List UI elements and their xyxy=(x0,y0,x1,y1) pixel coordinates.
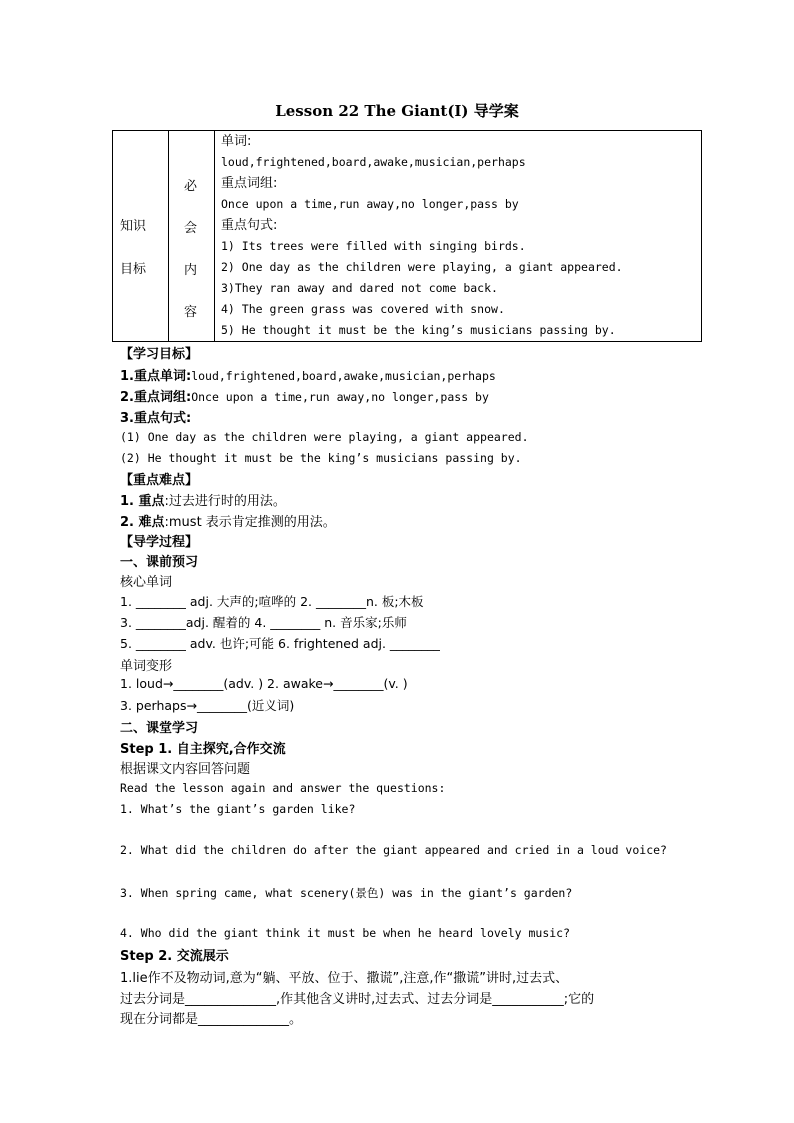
question-3: 3. When spring came, what scenery(景色) was in the giant’s garden? xyxy=(120,886,573,900)
category-label-1: 知识 xyxy=(120,219,147,234)
difficulty-hard xyxy=(120,511,336,530)
goals-phrases-label: 2.重点词组: xyxy=(120,390,192,405)
paragraph-line-2: 过去分词是______________,作其他含义讲时,过去式、过去分词是___________;它的 xyxy=(120,992,595,1007)
content-line: Once upon a time,run away,no longer,pass by xyxy=(221,197,519,211)
knowledge-goals-table xyxy=(112,130,702,342)
word-form-line-2: 3. perhaps→________(近义词) xyxy=(120,698,295,713)
sub-label-1: 必 xyxy=(184,179,198,194)
step-2-heading: Step 2. 交流展示 xyxy=(120,949,229,964)
difficulty-heading: 【重点难点】 xyxy=(120,473,199,488)
question-1: 1. What’s the giant’s garden like? xyxy=(120,802,356,816)
difficulty-key xyxy=(120,490,286,509)
goals-sentences-label: 3.重点句式: xyxy=(120,411,192,426)
process-heading: 【导学过程】 xyxy=(120,535,199,550)
vocab-line-2: 3. ________adj. 醒着的 4. ________ n. 音乐家;乐师 xyxy=(120,615,407,630)
word-forms-heading: 单词变形 xyxy=(120,659,173,674)
category-label-2: 目标 xyxy=(120,262,147,277)
vocab-line-3: 5. ________ adv. 也许;可能 6. frightened adj. ________ xyxy=(120,636,440,651)
step-1-heading: Step 1. 自主探究,合作交流 xyxy=(120,742,286,757)
sub-label-4: 容 xyxy=(184,305,198,320)
sub-label-3: 内 xyxy=(184,263,198,278)
content-line: 4) The green grass was covered with snow. xyxy=(221,302,505,316)
question-4: 4. Who did the giant think it must be when he heard lovely music? xyxy=(120,926,571,940)
sub-label-2: 会 xyxy=(184,221,198,236)
content-line: 2) One day as the children were playing, a giant appeared. xyxy=(221,260,623,274)
difficulty-hard-label: 2. 难点 xyxy=(120,515,165,530)
vocab-line-1: 1. ________ adj. 大声的;喧哗的 2. ________n. 板;木板 xyxy=(120,594,424,609)
answer-instruction-en: Read the lesson again and answer the questions: xyxy=(120,781,446,795)
paragraph-line-1: 1.lie作不及物动词,意为“躺、平放、位于、撒谎”,注意,作“撒谎”讲时,过去式、 xyxy=(120,971,569,986)
sub-category-cell xyxy=(169,131,215,342)
goals-heading: 【学习目标】 xyxy=(120,347,199,362)
content-line: 1) Its trees were filled with singing birds. xyxy=(221,239,526,253)
content-cell xyxy=(215,131,702,342)
page-title: Lesson 22 The Giant(Ⅰ) 导学案 xyxy=(275,102,519,120)
goals-phrases xyxy=(120,386,489,405)
content-line: 重点词组: xyxy=(221,176,278,191)
content-line: 5) He thought it must be the king’s musicians passing by. xyxy=(221,323,616,337)
part-1-heading: 一、课前预习 xyxy=(120,555,199,570)
difficulty-key-text: :过去进行时的用法。 xyxy=(164,494,286,509)
goals-sentence-1: (1) One day as the children were playing, a giant appeared. xyxy=(120,430,529,444)
content-line: loud,frightened,board,awake,musician,perhaps xyxy=(221,155,526,169)
goals-sentence-2: (2) He thought it must be the king’s musicians passing by. xyxy=(120,451,522,465)
answer-instruction-zh: 根据课文内容回答问题 xyxy=(120,762,251,777)
goals-words xyxy=(120,365,496,384)
goals-words-text: loud,frightened,board,awake,musician,perhaps xyxy=(191,369,496,383)
content-line: 3)They ran away and dared not come back. xyxy=(221,281,498,295)
part-2-heading: 二、课堂学习 xyxy=(120,721,199,736)
goals-phrases-text: Once upon a time,run away,no longer,pass by xyxy=(191,390,489,404)
category-cell xyxy=(113,131,169,342)
core-words-heading: 核心单词 xyxy=(120,575,173,590)
goals-words-label: 1.重点单词: xyxy=(120,369,192,384)
difficulty-key-label: 1. 重点 xyxy=(120,494,165,509)
question-2: 2. What did the children do after the giant appeared and cried in a loud voice? xyxy=(120,843,667,857)
content-line: 重点句式: xyxy=(221,218,278,233)
paragraph-line-3: 现在分词都是______________。 xyxy=(120,1012,303,1027)
word-form-line-1: 1. loud→________(adv. ) 2. awake→________(v. ) xyxy=(120,676,408,691)
difficulty-hard-text: :must 表示肯定推测的用法。 xyxy=(164,515,336,530)
content-line: 单词: xyxy=(221,134,252,149)
